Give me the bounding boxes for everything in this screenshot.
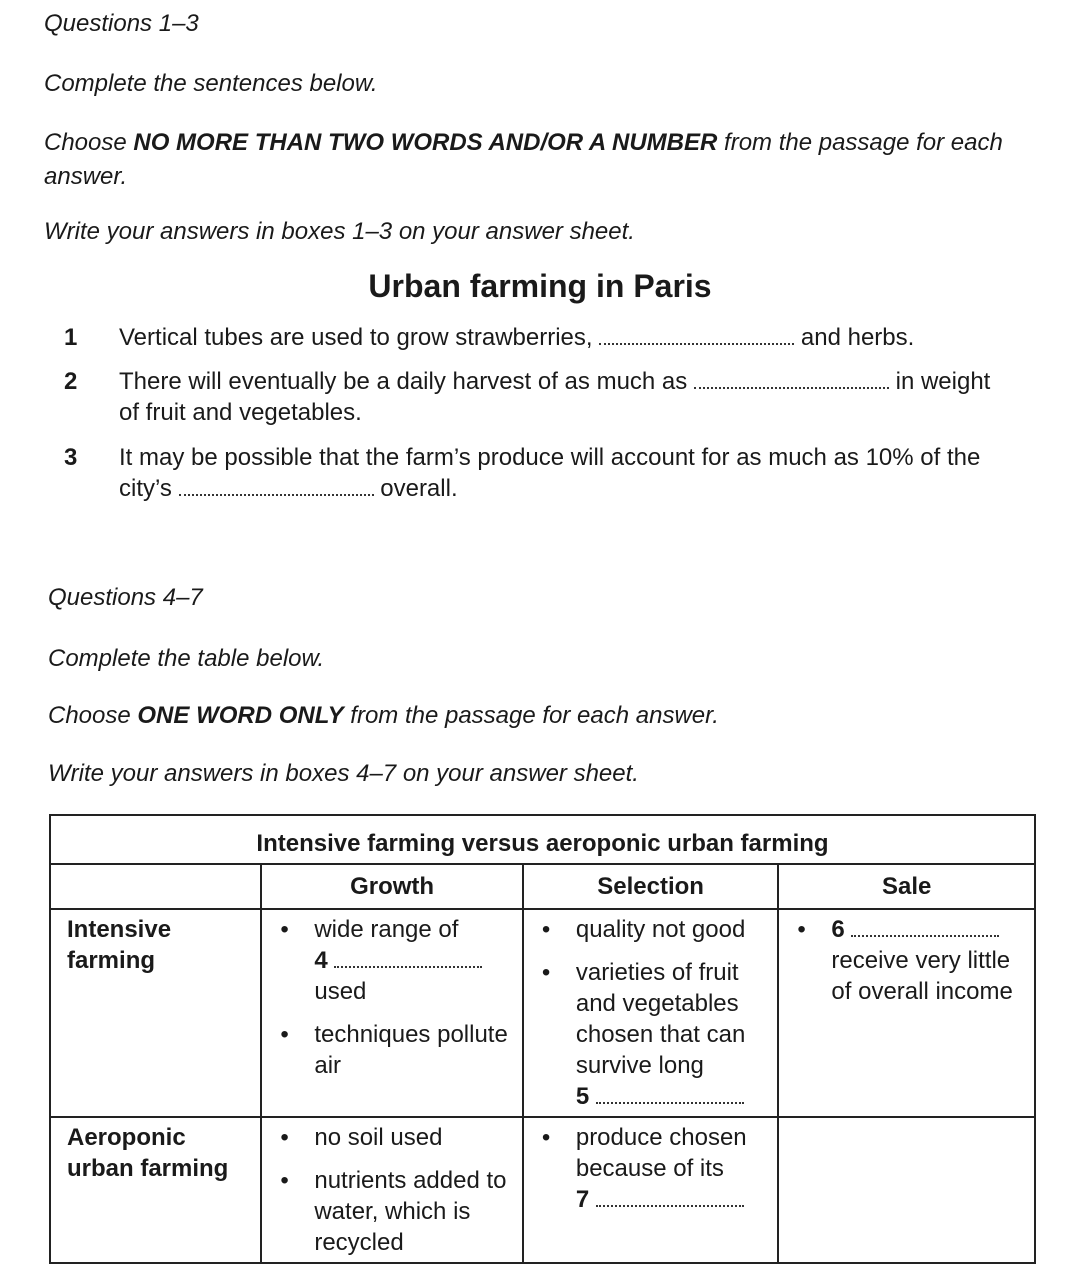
question-text-pre: Vertical tubes are used to grow strawberries,	[119, 324, 600, 351]
question-1	[64, 322, 994, 353]
list-item	[274, 1165, 510, 1258]
item-text: used	[314, 978, 367, 1005]
table-cell-selection	[523, 909, 779, 1117]
instruction-2-bold: NO MORE THAN TWO WORDS AND/OR A NUMBER	[133, 129, 718, 156]
answer-blank[interactable]	[599, 325, 794, 345]
question-number: 5	[575, 1083, 590, 1110]
instruction-2-post: from the passage for each answer.	[44, 129, 1003, 190]
table-cell-selection	[523, 1117, 779, 1263]
question-number: 7	[575, 1186, 590, 1213]
list-item	[536, 957, 766, 1112]
question-text-post: overall.	[373, 475, 458, 502]
instruction-2-post: from the passage for each answer.	[343, 702, 719, 729]
table-caption: Intensive farming versus aeroponic urban farming	[50, 815, 1035, 864]
list-item	[791, 914, 1022, 1007]
row-label: Aeroponic urban farming	[50, 1117, 261, 1263]
list-item	[274, 1122, 510, 1153]
answer-blank[interactable]	[334, 948, 482, 968]
item-text: produce chosen because of its	[575, 1124, 747, 1182]
table-cell-sale	[778, 1117, 1035, 1263]
question-number: 4	[314, 947, 328, 974]
row-label: Intensive farming	[50, 909, 261, 1117]
section2-instruction-2	[48, 702, 719, 730]
item-text: wide range of	[314, 916, 459, 943]
question-text-pre: There will eventually be a daily harvest of as much as	[119, 368, 694, 395]
table-row	[50, 909, 1035, 1117]
section1-instruction-1: Complete the sentences below.	[44, 70, 378, 97]
table-header-empty	[50, 864, 261, 909]
section1-instruction-2	[44, 126, 1004, 194]
list-item	[274, 914, 510, 1007]
answer-blank[interactable]	[596, 1084, 744, 1104]
question-number: 6	[831, 916, 845, 943]
answer-blank[interactable]	[694, 369, 889, 389]
question-number: 3	[64, 444, 78, 471]
table-cell-sale	[778, 909, 1035, 1117]
item-text: techniques pollute air	[314, 1021, 508, 1079]
question-3	[64, 442, 994, 504]
item-text: varieties of fruit and vegetables chosen that can survive long	[575, 959, 746, 1079]
question-text-post: and herbs.	[794, 324, 915, 351]
table-cell-growth	[261, 1117, 523, 1263]
table-cell-growth	[261, 909, 523, 1117]
answer-blank[interactable]	[851, 917, 999, 937]
section2-heading: Questions 4–7	[48, 584, 203, 611]
instruction-2-pre: Choose	[48, 702, 138, 729]
section2-instruction-1: Complete the table below.	[48, 645, 325, 672]
table-header: Growth	[261, 864, 523, 909]
question-text-pre: It may be possible that the farm’s produce will account for as much as 10% of the city’s	[119, 444, 981, 502]
table-row	[50, 1117, 1035, 1263]
section1-heading: Questions 1–3	[44, 10, 199, 37]
comparison-table	[49, 814, 1036, 1264]
instruction-2-bold: ONE WORD ONLY	[137, 702, 344, 729]
table-header: Sale	[778, 864, 1035, 909]
answer-blank[interactable]	[179, 476, 374, 496]
question-2	[64, 366, 994, 428]
instruction-2-pre: Choose	[44, 129, 134, 156]
item-text: quality not good	[575, 916, 746, 943]
question-number: 1	[64, 324, 78, 351]
list-item	[536, 914, 766, 945]
page-title: Urban farming in Paris	[368, 268, 712, 304]
question-number: 2	[64, 368, 78, 395]
item-text: no soil used	[314, 1124, 443, 1151]
list-item	[536, 1122, 766, 1215]
list-item	[274, 1019, 510, 1081]
section2-instruction-3: Write your answers in boxes 4–7 on your answer sheet.	[48, 760, 639, 787]
item-text: receive very little of overall income	[831, 947, 1013, 1005]
question-text-post: in weight of fruit and vegetables.	[119, 368, 991, 426]
section1-instruction-3: Write your answers in boxes 1–3 on your answer sheet.	[44, 218, 635, 245]
table-header: Selection	[523, 864, 779, 909]
answer-blank[interactable]	[596, 1187, 744, 1207]
item-text: nutrients added to water, which is recycled	[314, 1167, 507, 1256]
